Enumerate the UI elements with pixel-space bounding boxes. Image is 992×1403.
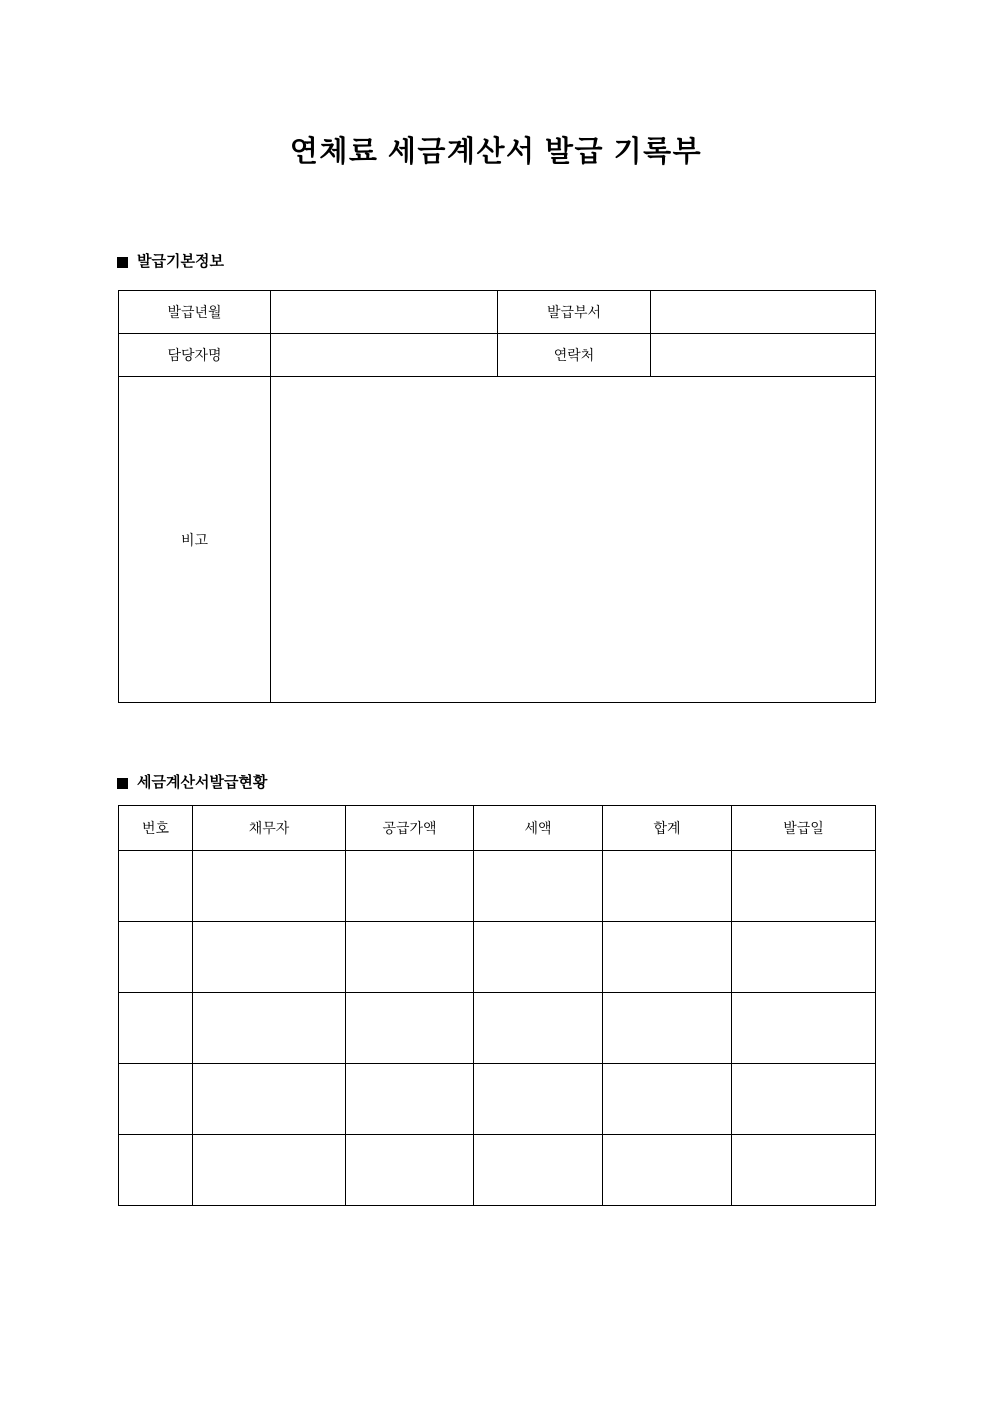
field-issue-year-month[interactable] (271, 291, 498, 334)
table-row (119, 334, 876, 377)
table-row (119, 291, 876, 334)
cell-number[interactable] (119, 993, 193, 1064)
cell-supply-amount[interactable] (346, 851, 474, 922)
issue-status-table-body (119, 851, 876, 1206)
column-header-number: 번호 (119, 806, 193, 851)
column-header-supply-amount: 공급가액 (346, 806, 474, 851)
issue-status-table (118, 805, 876, 1206)
cell-total[interactable] (603, 851, 732, 922)
table-row (119, 922, 876, 993)
cell-number[interactable] (119, 922, 193, 993)
field-issuing-department[interactable] (651, 291, 876, 334)
table-row (119, 1135, 876, 1206)
table-header-row (119, 806, 876, 851)
cell-supply-amount[interactable] (346, 993, 474, 1064)
label-issuing-department: 발급부서 (498, 291, 651, 334)
label-person-in-charge: 담당자명 (119, 334, 271, 377)
cell-issue-date[interactable] (732, 851, 876, 922)
cell-tax-amount[interactable] (474, 1135, 603, 1206)
column-header-issue-date: 발급일 (732, 806, 876, 851)
cell-tax-amount[interactable] (474, 922, 603, 993)
cell-total[interactable] (603, 993, 732, 1064)
cell-issue-date[interactable] (732, 1064, 876, 1135)
black-square-bullet-icon (117, 257, 128, 268)
cell-issue-date[interactable] (732, 993, 876, 1064)
table-row (119, 1064, 876, 1135)
cell-issue-date[interactable] (732, 922, 876, 993)
label-contact: 연락처 (498, 334, 651, 377)
field-contact[interactable] (651, 334, 876, 377)
table-row (119, 377, 876, 703)
column-header-total: 합계 (603, 806, 732, 851)
cell-total[interactable] (603, 922, 732, 993)
cell-issue-date[interactable] (732, 1135, 876, 1206)
cell-tax-amount[interactable] (474, 1064, 603, 1135)
cell-supply-amount[interactable] (346, 1135, 474, 1206)
cell-supply-amount[interactable] (346, 922, 474, 993)
section-heading-basic-info (117, 252, 224, 272)
table-row (119, 993, 876, 1064)
cell-debtor[interactable] (193, 1064, 346, 1135)
section-heading-issue-status (117, 773, 267, 793)
cell-debtor[interactable] (193, 1135, 346, 1206)
field-remarks[interactable] (271, 377, 876, 703)
page-title: 연체료 세금계산서 발급 기록부 (289, 136, 703, 168)
cell-number[interactable] (119, 851, 193, 922)
cell-tax-amount[interactable] (474, 993, 603, 1064)
cell-debtor[interactable] (193, 851, 346, 922)
cell-supply-amount[interactable] (346, 1064, 474, 1135)
cell-number[interactable] (119, 1135, 193, 1206)
cell-number[interactable] (119, 1064, 193, 1135)
basic-info-table (118, 290, 876, 703)
table-row (119, 851, 876, 922)
cell-total[interactable] (603, 1064, 732, 1135)
label-remarks: 비고 (119, 377, 271, 703)
section-heading-label: 발급기본정보 (137, 253, 224, 270)
field-person-in-charge[interactable] (271, 334, 498, 377)
cell-debtor[interactable] (193, 922, 346, 993)
label-issue-year-month: 발급년월 (119, 291, 271, 334)
section-heading-label: 세금계산서발급현황 (137, 774, 268, 791)
cell-debtor[interactable] (193, 993, 346, 1064)
column-header-tax-amount: 세액 (474, 806, 603, 851)
column-header-debtor: 채무자 (193, 806, 346, 851)
cell-total[interactable] (603, 1135, 732, 1206)
cell-tax-amount[interactable] (474, 851, 603, 922)
black-square-bullet-icon (117, 778, 128, 789)
